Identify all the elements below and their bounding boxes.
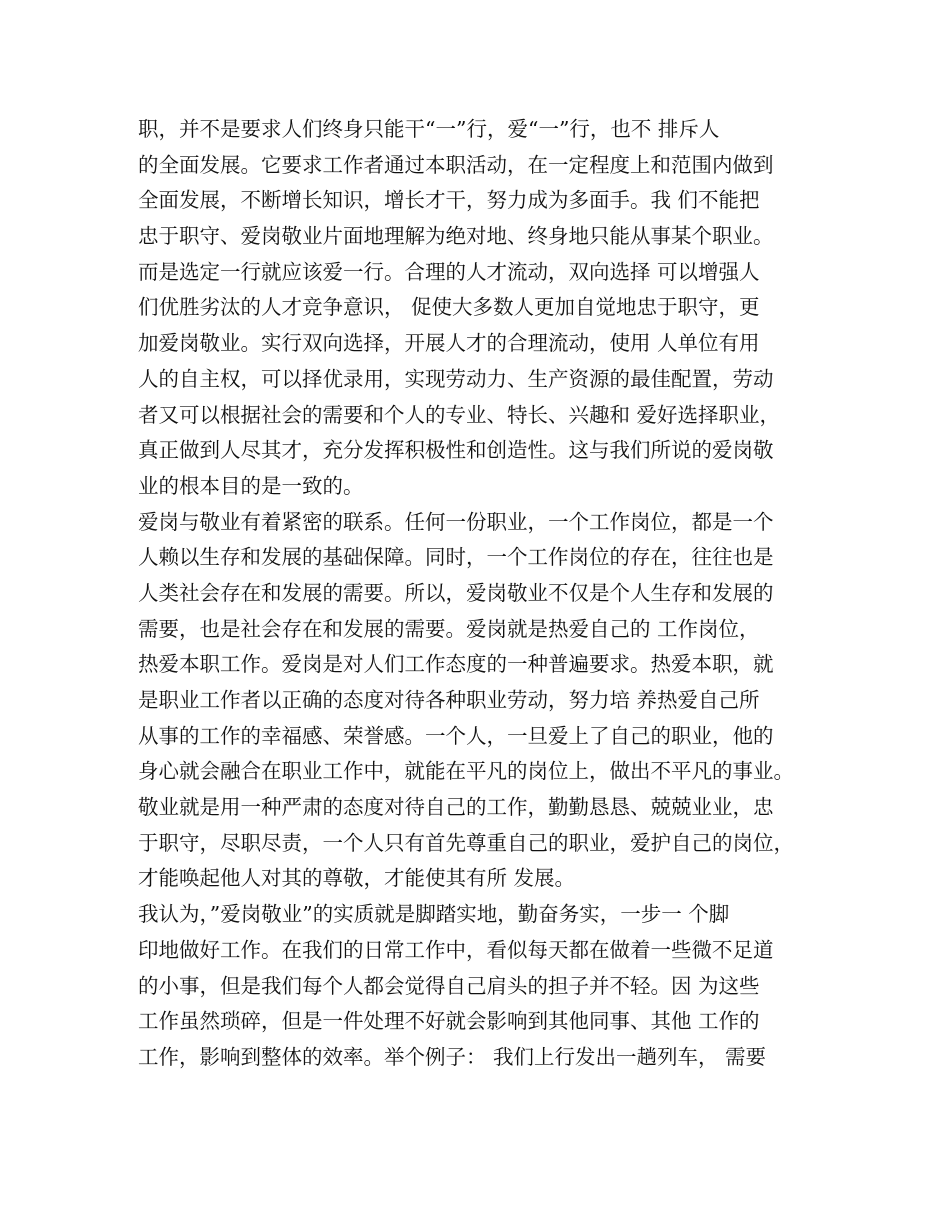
text-line: 者又可以根据社会的需要和个人的专业、特长、兴趣和 爱好选择职业， xyxy=(138,402,781,427)
text-line: 忠于职守、爱岗敬业片面地理解为绝对地、终身地只能从事某个职业。 xyxy=(138,224,774,249)
text-line: 我认为，”爱岗敬业”的实质就是脚踏实地，勤奋务实，一步一 个脚 xyxy=(138,902,730,927)
text-line: 热爱本职工作。爱岗是对人们工作态度的一种普遍要求。热爱本职，就 xyxy=(138,652,774,677)
text-line: 而是选定一行就应该爱一行。合理的人才流动，双向选择 可以增强人 xyxy=(138,259,760,284)
text-line: 工作虽然琐碎，但是一件处理不好就会影响到其他同事、其他 工作的 xyxy=(138,1009,760,1034)
text-line: 加爱岗敬业。实行双向选择，开展人才的合理流动，使用 人单位有用 xyxy=(138,331,760,356)
text-line: 业的根本目的是一致的。 xyxy=(138,473,364,498)
text-line: 们优胜劣汰的人才竞争意识， 促使大多数人更加自觉地忠于职守，更 xyxy=(138,295,760,320)
text-line: 从事的工作的幸福感、荣誉感。一个人，一旦爱上了自己的职业，他的 xyxy=(138,723,774,748)
text-line: 的全面发展。它要求工作者通过本职活动，在一定程度上和范围内做到 xyxy=(138,152,774,177)
text-line: 印地做好工作。在我们的日常工作中，看似每天都在做着一些微不足道 xyxy=(138,937,774,962)
text-line: 才能唤起他人对其的尊敬，才能使其有所 发展。 xyxy=(138,866,576,891)
text-line: 是职业工作者以正确的态度对待各种职业劳动，努力培 养热爱自己所 xyxy=(138,688,760,712)
text-line: 爱岗与敬业有着紧密的联系。任何一份职业，一个工作岗位，都是一个 xyxy=(138,509,774,534)
text-line: 敬业就是用一种严肃的态度对待自己的工作，勤勤恳恳、兢兢业业，忠 xyxy=(138,795,774,820)
text-line: 人类社会存在和发展的需要。所以，爱岗敬业不仅是个人生存和发展的 xyxy=(138,580,774,605)
body-text xyxy=(138,112,838,1076)
text-line: 身心就会融合在职业工作中，就能在平凡的岗位上，做出不平凡的事业。 xyxy=(138,759,794,784)
text-line: 职，并不是要求人们终身只能干“一”行，爱“一”行，也不 排斥人 xyxy=(138,117,720,141)
text-line: 的小事，但是我们每个人都会觉得自己肩头的担子并不轻。因 为这些 xyxy=(138,973,760,998)
text-line: 人的自主权，可以择优录用，实现劳动力、生产资源的最佳配置，劳动 xyxy=(138,366,774,391)
text-line: 人赖以生存和发展的基础保障。同时，一个工作岗位的存在，往往也是 xyxy=(138,545,774,570)
text-line: 于职守，尽职尽责，一个人只有首先尊重自己的职业，爱护自己的岗位， xyxy=(138,830,794,855)
text-line: 需要，也是社会存在和发展的需要。爱岗就是热爱自己的 工作岗位， xyxy=(138,616,760,641)
text-line: 真正做到人尽其才，充分发挥积极性和创造性。这与我们所说的爱岗敬 xyxy=(138,438,774,463)
text-line: 工作，影响到整体的效率。举个例子： 我们上行发出一趟列车， 需要 xyxy=(138,1044,767,1069)
text-line: 全面发展，不断增长知识，增长才干，努力成为多面手。我 们不能把 xyxy=(138,188,760,213)
